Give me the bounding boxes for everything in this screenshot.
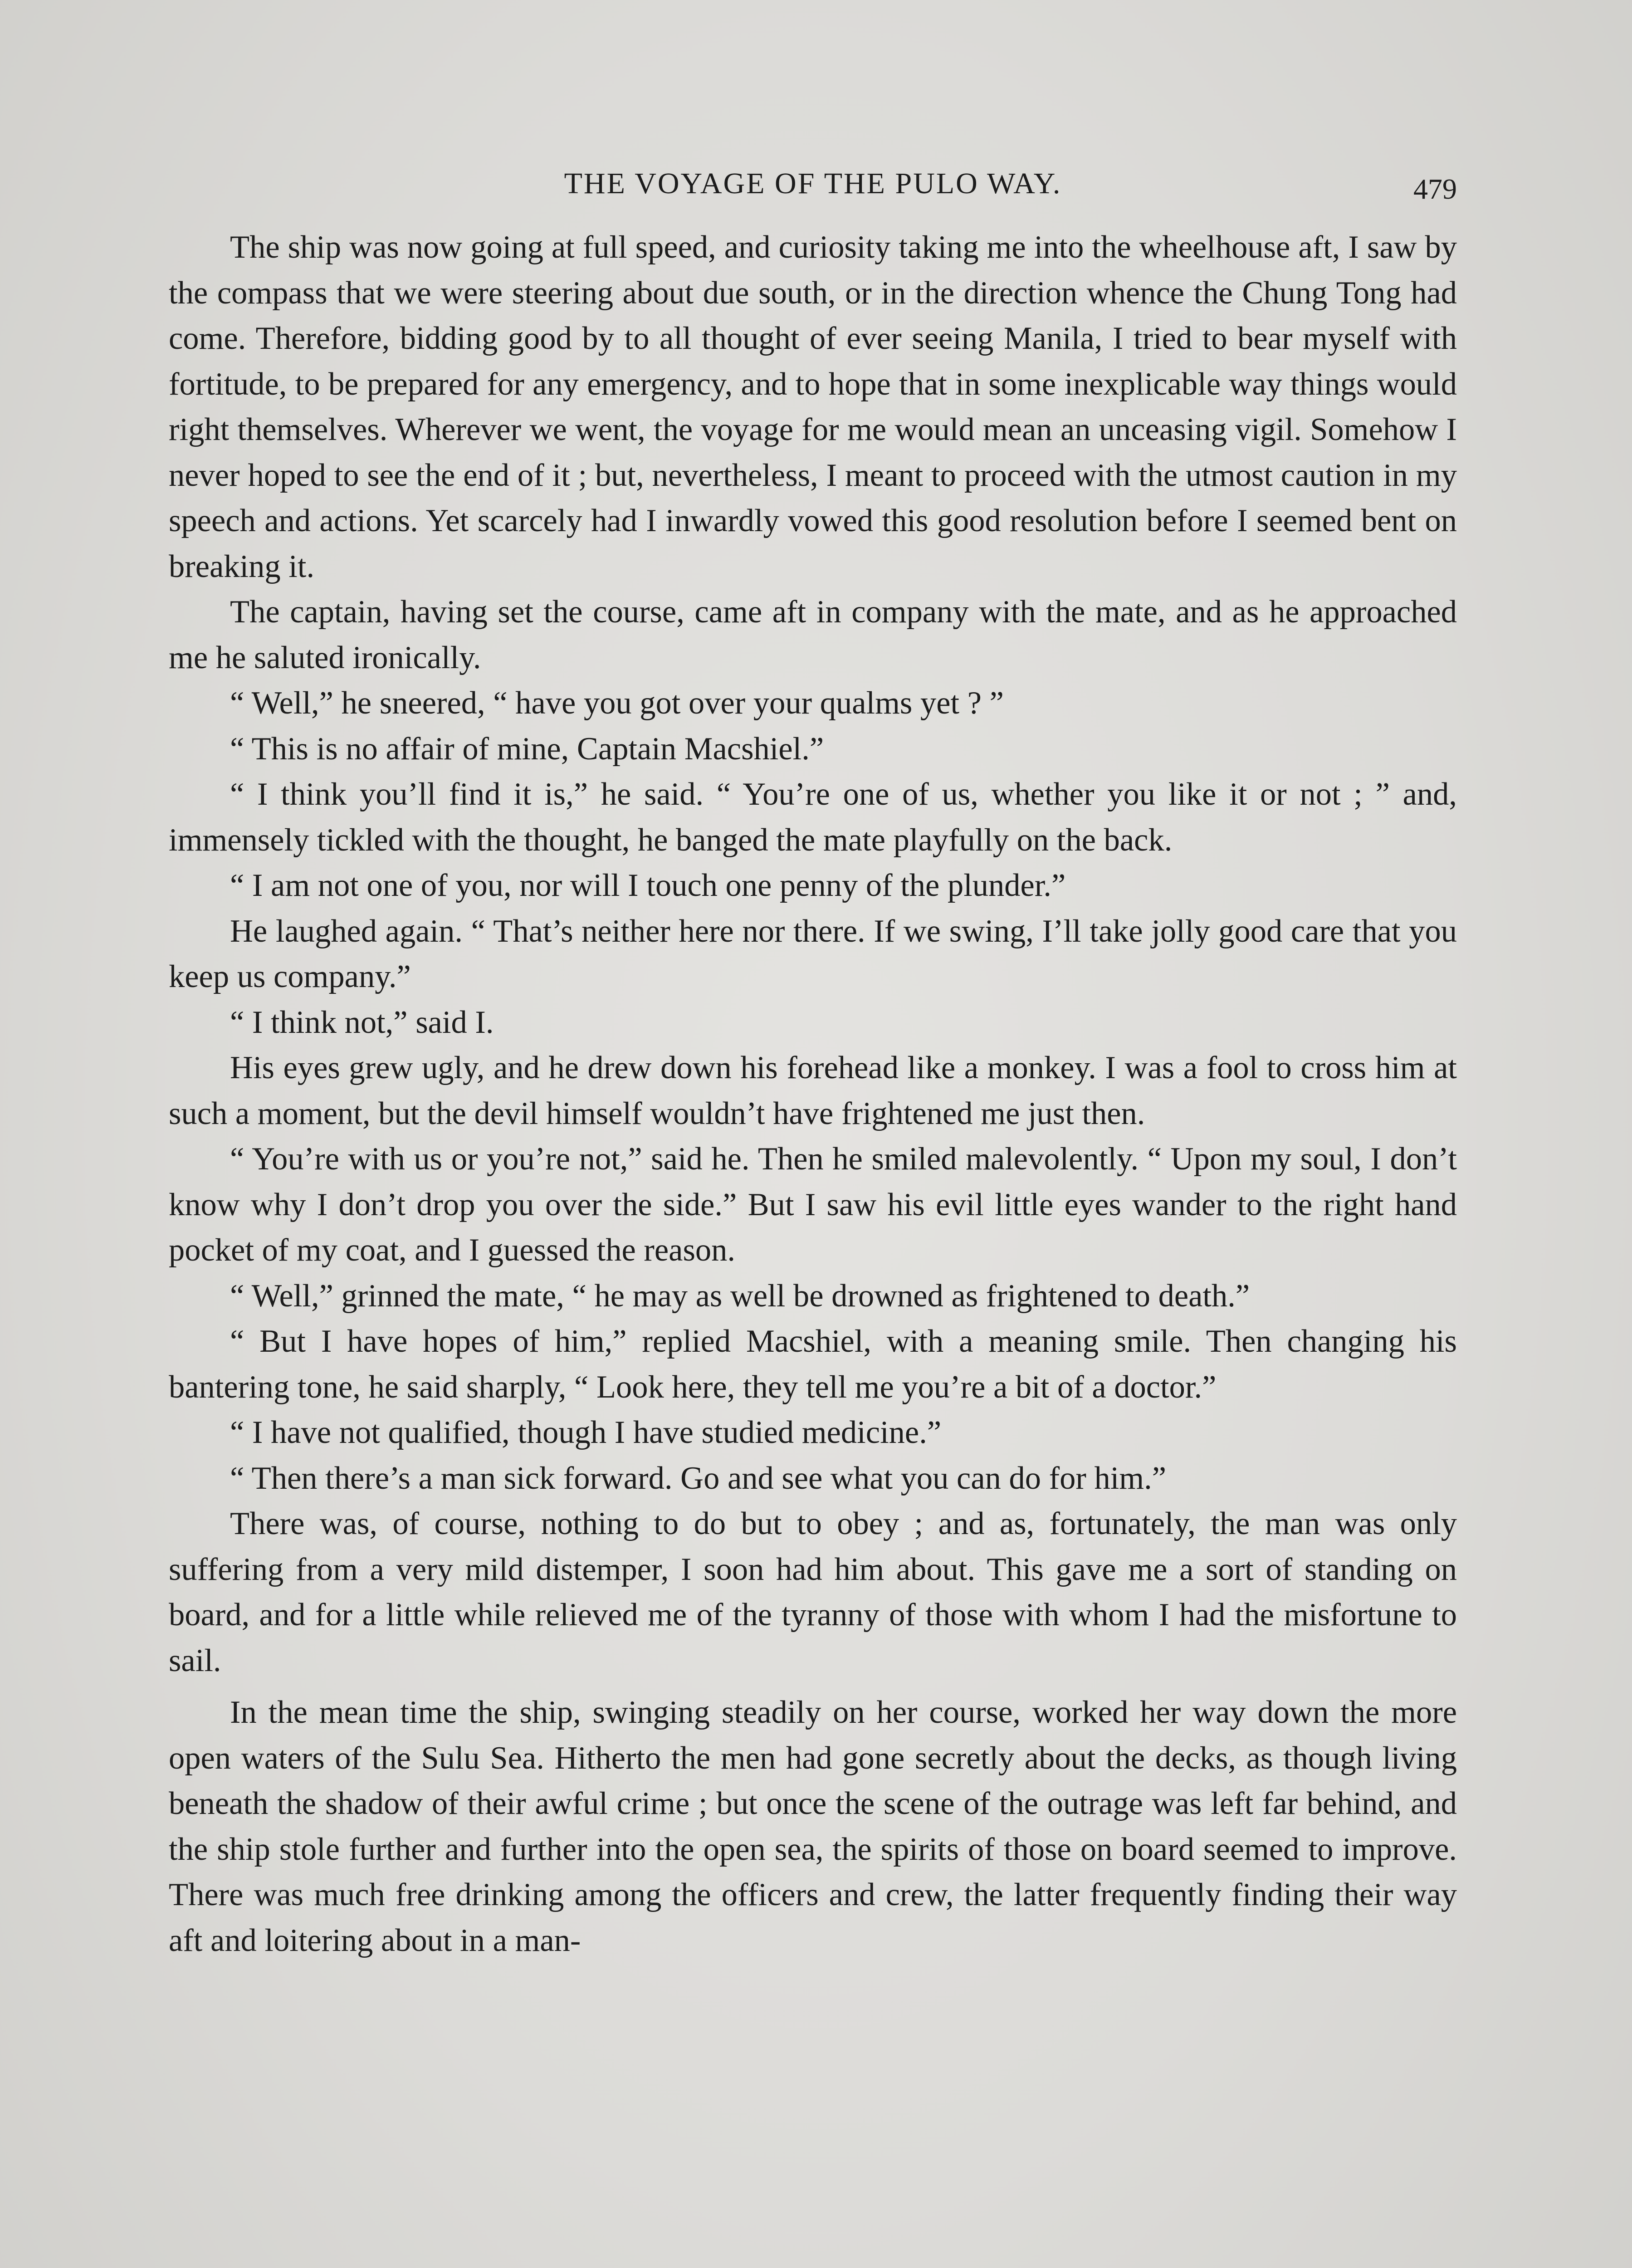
paragraph: “ You’re with us or you’re not,” said he. Then he smiled malevolently. “ Upon my soul, I don’t know why I don’t drop you over the side.” But I saw his evil little eyes wander to the right hand pocket of my coat, and I guessed the reason. xyxy=(169,1141,1457,1268)
page-header xyxy=(169,159,1457,209)
paragraph: The ship was now going at full speed, and curiosity taking me into the wheelhouse aft, I saw by the compass that we were steering about due south, or in the direction whence the Chung Tong had come. Therefore, bidding good by to all thought of ever seeing Manila, I tried to bear myself with fortitude, to be prepared for any emergency, and to hope that in some inexplicable way things would right themselves. Wherever we went, the voyage for me would mean an unceasing vigil. Somehow I never hoped to see the end of it ; but, nevertheless, I meant to proceed with the utmost caution in my speech and actions. Yet scarcely had I inwardly vowed this good resolution before I seemed bent on breaking it. xyxy=(169,230,1457,584)
paragraph: In the mean time the ship, swinging steadily on her course, worked her way down the more open waters of the Sulu Sea. Hitherto the men had gone secretly about the decks, as though living beneath the shadow of their awful crime ; but once the scene of the outrage was left far behind, and the ship stole further and further into the open sea, the spirits of those on board seemed to improve. There was much free drinking among the officers and crew, the latter frequently finding their way aft and loitering about in a man- xyxy=(169,1695,1457,1958)
paragraph: “ But I have hopes of him,” replied Macshiel, with a meaning smile. Then changing his bantering tone, he said sharply, “ Look here, they tell me you’re a bit of a doctor.” xyxy=(169,1324,1457,1405)
paragraph: There was, of course, nothing to do but to obey ; and as, fortunately, the man was only suffering from a very mild distemper, I soon had him about. This gave me a sort of standing on board, and for a little while relieved me of the tyranny of those with whom I had the misfortune to sail. xyxy=(169,1506,1457,1678)
paragraph: “ I think not,” said I. xyxy=(230,1004,494,1040)
paragraph: His eyes grew ugly, and he drew down his forehead like a monkey. I was a fool to cross him at such a moment, but the devil himself wouldn’t have frightened me just then. xyxy=(169,1050,1457,1131)
paragraph: “ I think you’ll find it is,” he said. “ You’re one of us, whether you like it or not ; ” and, immensely tickled with the thought, he banged the mate playfully on the back. xyxy=(169,777,1457,858)
paragraph: “ I have not qualified, though I have studied medicine.” xyxy=(230,1415,942,1450)
body-text xyxy=(169,225,1457,1963)
paragraph: The captain, having set the course, came aft in company with the mate, and as he approached me he saluted ironically. xyxy=(169,594,1457,675)
paragraph: “ I am not one of you, nor will I touch one penny of the plunder.” xyxy=(230,868,1066,903)
paragraph: “ Well,” he sneered, “ have you got over your qualms yet ? ” xyxy=(230,685,1004,721)
paragraph: “ Then there’s a man sick forward. Go and see what you can do for him.” xyxy=(230,1460,1167,1496)
running-title: THE VOYAGE OF THE PULO WAY. xyxy=(564,167,1062,200)
paragraph: “ Well,” grinned the mate, “ he may as well be drowned as frightened to death.” xyxy=(230,1278,1250,1314)
paragraph: He laughed again. “ That’s neither here nor there. If we swing, I’ll take jolly good care that you keep us company.” xyxy=(169,913,1457,994)
paragraph: “ This is no affair of mine, Captain Macshiel.” xyxy=(230,731,824,767)
page-number: 479 xyxy=(1413,173,1457,205)
